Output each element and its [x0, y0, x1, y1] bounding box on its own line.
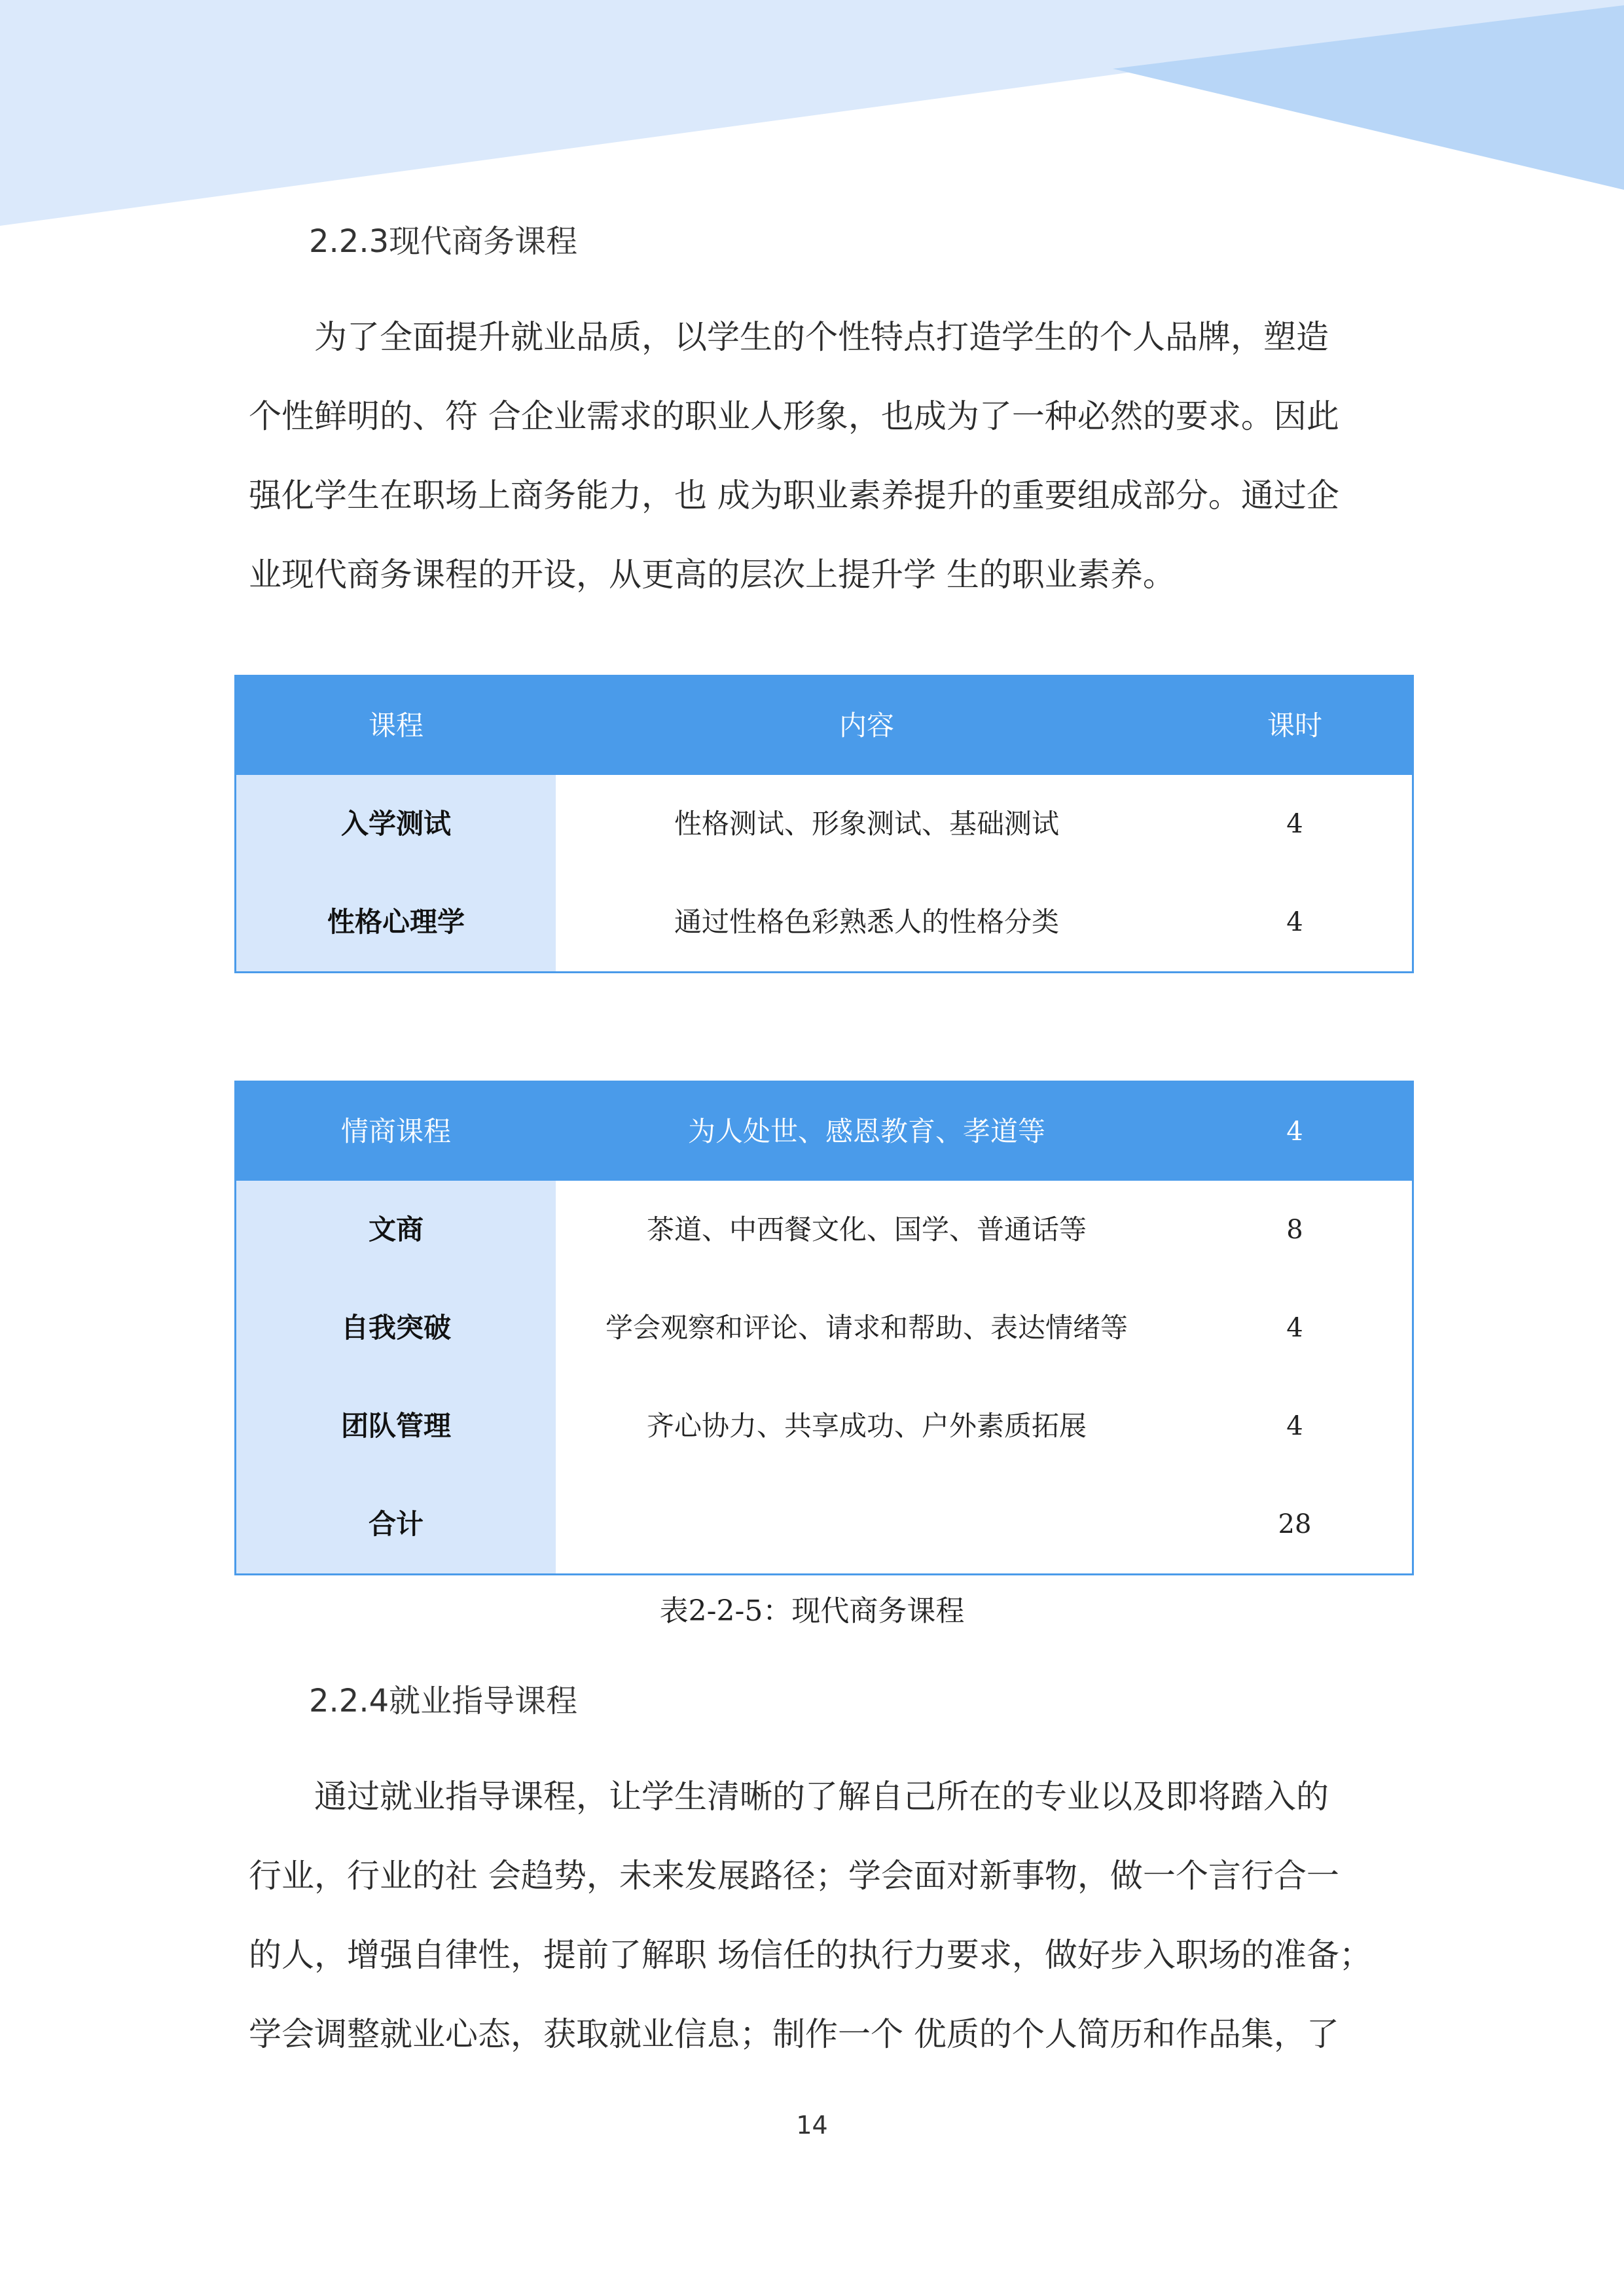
- table-body: [236, 1181, 1412, 1573]
- cell-course: 合计: [368, 1508, 424, 1540]
- cell-course: 自我突破: [340, 1312, 451, 1344]
- paragraph-line: 行业，行业的社 会趋势，未来发展路径；学会面对新事物，做一个言行合一: [249, 1857, 1339, 1895]
- table-header: [236, 677, 1412, 775]
- table-row: [236, 1181, 1412, 1279]
- header-cell-hours: 课时: [1267, 709, 1322, 742]
- table-header: [236, 1083, 1412, 1181]
- header-cell-hours: 4: [1286, 1117, 1303, 1147]
- paragraph-line: 为了全面提升就业品质，以学生的个性特点打造学生的个人品牌，塑造: [314, 318, 1329, 356]
- section-heading-2-2-3: 2.2.3现代商务课程: [309, 223, 578, 260]
- cell-course: 团队管理: [340, 1410, 451, 1442]
- table-caption: 表2-2-5：现代商务课程: [659, 1594, 965, 1628]
- cell-hours: 4: [1286, 1411, 1303, 1441]
- header-decoration: [0, 0, 1624, 236]
- course-table-2: [234, 1081, 1414, 1575]
- cell-hours: 28: [1278, 1509, 1312, 1539]
- table-body: [236, 775, 1412, 971]
- table-row: [236, 1279, 1412, 1377]
- section-paragraph-2-2-3: [249, 298, 1376, 615]
- cell-course: 性格心理学: [327, 906, 465, 938]
- paragraph-line: 个性鲜明的、符 合企业需求的职业人形象，也成为了一种必然的要求。因此: [249, 397, 1339, 435]
- course-table-1: [234, 675, 1414, 973]
- table-row: [236, 873, 1412, 971]
- paragraph-line: 学会调整就业心态，获取就业信息；制作一个 优质的个人简历和作品集，了: [249, 2015, 1339, 2053]
- cell-content: [556, 1475, 1178, 1573]
- table-row-total: [236, 1475, 1412, 1573]
- cell-course: 入学测试: [340, 808, 451, 840]
- cell-hours: 4: [1286, 809, 1303, 839]
- header-cell-course: 课程: [368, 709, 424, 742]
- table-row: [236, 775, 1412, 873]
- paragraph-line: 强化学生在职场上商务能力，也 成为职业素养提升的重要组成部分。通过企: [249, 476, 1339, 514]
- cell-content: 齐心协力、共享成功、户外素质拓展: [646, 1410, 1087, 1442]
- cell-hours: 8: [1286, 1215, 1303, 1245]
- section-heading-2-2-4: 2.2.4就业指导课程: [309, 1683, 578, 1719]
- cell-content: 茶道、中西餐文化、国学、普通话等: [646, 1213, 1087, 1246]
- cell-content: 通过性格色彩熟悉人的性格分类: [674, 906, 1059, 938]
- cell-content: 学会观察和评论、请求和帮助、表达情绪等: [605, 1312, 1128, 1344]
- header-cell-content: 为人处世、感恩教育、孝道等: [687, 1115, 1045, 1147]
- header-cell-course: 情商课程: [340, 1115, 451, 1147]
- paragraph-line: 通过就业指导课程，让学生清晰的了解自己所在的专业以及即将踏入的: [314, 1778, 1329, 1816]
- paragraph-line: 的人，增强自律性，提前了解职 场信任的执行力要求，做好步入职场的准备；: [249, 1936, 1372, 1974]
- section-paragraph-2-2-4: [249, 1757, 1376, 2074]
- page-number: 14: [796, 2111, 828, 2140]
- cell-hours: 4: [1286, 907, 1303, 937]
- cell-hours: 4: [1286, 1313, 1303, 1343]
- cell-content: 性格测试、形象测试、基础测试: [674, 808, 1059, 840]
- table-row: [236, 1377, 1412, 1475]
- paragraph-line: 业现代商务课程的开设，从更高的层次上提升学 生的职业素养。: [249, 556, 1176, 594]
- cell-course: 文商: [368, 1213, 424, 1246]
- header-cell-content: 内容: [839, 709, 894, 742]
